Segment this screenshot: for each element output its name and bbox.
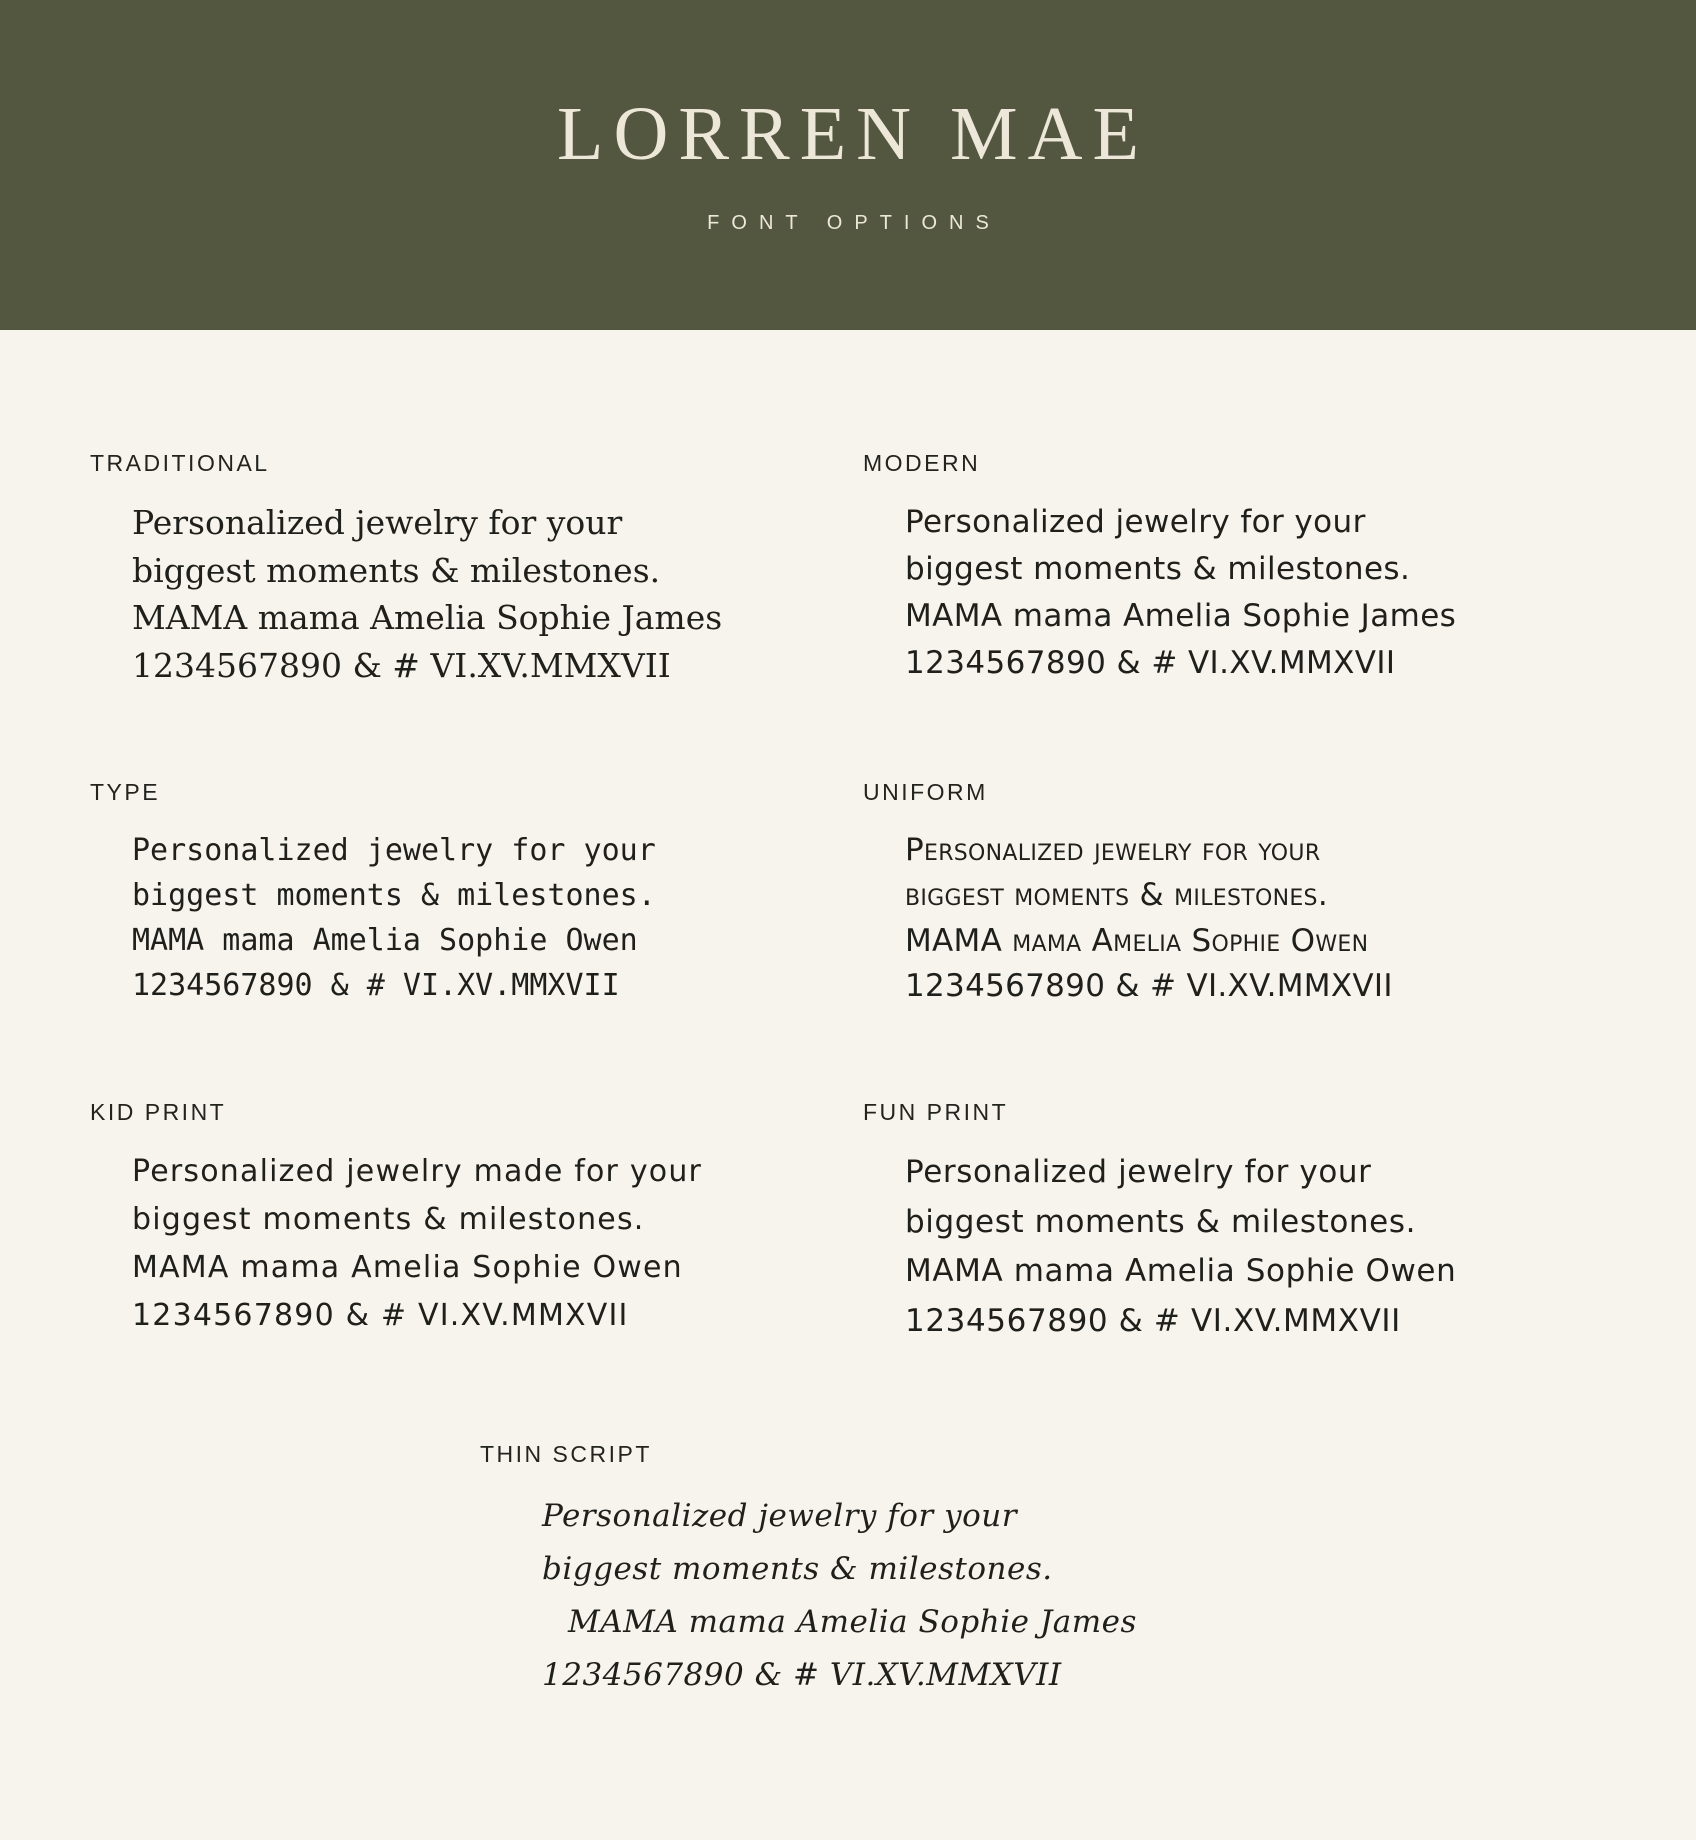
sample-line: 1234567890 & # VI.XV.MMXVII: [132, 968, 620, 1004]
font-sample-label: TRADITIONAL: [90, 450, 270, 476]
sample-line: Personalized jewelry for your: [905, 504, 1366, 540]
font-sample-fun-print: [853, 1099, 1616, 1346]
font-sample-type: [80, 779, 843, 1009]
font-sample-preview: [90, 499, 843, 689]
font-sample-preview: [863, 828, 1616, 1009]
sample-line: Personalized jewelry for your: [542, 1498, 1018, 1535]
sample-line: 1234567890 & # VI.XV.MMXVII: [905, 967, 1393, 1004]
sample-line: MAMA mama Amelia Sophie James: [905, 598, 1457, 635]
font-sample-kid-print: [80, 1099, 843, 1346]
font-sample-label: KID PRINT: [90, 1099, 227, 1126]
page-subtitle: FONT OPTIONS: [707, 211, 1001, 234]
font-sample-thin-script: [80, 1441, 1616, 1701]
sample-line: MAMA mama Amelia Sophie Owen: [905, 922, 1369, 959]
sample-line: Personalized jewelry made for your: [132, 1154, 703, 1190]
sample-line: biggest moments & milestones.: [132, 878, 656, 914]
font-options-content: [0, 330, 1696, 1701]
font-sample-label: UNIFORM: [863, 779, 988, 806]
sample-line: Personalized jewelry for your: [905, 1154, 1372, 1191]
sample-line: Personalized jewelry for your: [905, 832, 1321, 869]
sample-line: 1234567890 & # VI.XV.MMXVII: [905, 1302, 1401, 1339]
font-samples-grid: [80, 450, 1616, 1346]
sample-line: MAMA mama Amelia Sophie Owen: [905, 1253, 1457, 1290]
font-sample-preview: [863, 1148, 1616, 1346]
sample-line: 1234567890 & # VI.XV.MMXVII: [542, 1656, 1062, 1693]
font-sample-preview: [480, 1490, 1616, 1701]
sample-line: 1234567890 & # VI.XV.MMXVII: [132, 1298, 629, 1334]
sample-line: biggest moments & milestones.: [542, 1551, 1053, 1588]
font-sample-traditional: [80, 450, 843, 689]
sample-line: 1234567890 & # VI.XV.MMXVII: [905, 645, 1396, 682]
sample-line: MAMA mama Amelia Sophie Owen: [132, 923, 638, 959]
sample-line: Personalized jewelry for your: [132, 503, 623, 542]
font-sample-label: FUN PRINT: [863, 1099, 1009, 1126]
font-sample-preview: [90, 1148, 843, 1340]
sample-line: MAMA mama Amelia Sophie James: [132, 598, 723, 638]
font-sample-modern: [853, 450, 1616, 689]
page-header: [0, 0, 1696, 330]
page-title: LORREN MAE: [557, 91, 1149, 176]
font-sample-preview: [90, 828, 843, 1008]
sample-line: MAMA mama Amelia Sophie Owen: [132, 1250, 683, 1286]
font-sample-label: THIN SCRIPT: [480, 1441, 652, 1468]
font-sample-label: TYPE: [90, 779, 161, 806]
font-sample-preview: [863, 499, 1616, 687]
font-sample-label: MODERN: [863, 450, 981, 476]
sample-line: biggest moments & milestones.: [132, 1202, 645, 1238]
sample-line: MAMA mama Amelia Sophie James: [568, 1603, 1137, 1640]
sample-line: biggest moments & milestones.: [905, 877, 1328, 914]
sample-line: biggest moments & milestones.: [905, 551, 1411, 588]
sample-line: biggest moments & milestones.: [905, 1203, 1417, 1240]
sample-line: 1234567890 & # VI.XV.MMXVII: [132, 645, 671, 685]
font-sample-uniform: [853, 779, 1616, 1009]
sample-line: biggest moments & milestones.: [132, 550, 661, 590]
sample-line: Personalized jewelry for your: [132, 833, 656, 869]
